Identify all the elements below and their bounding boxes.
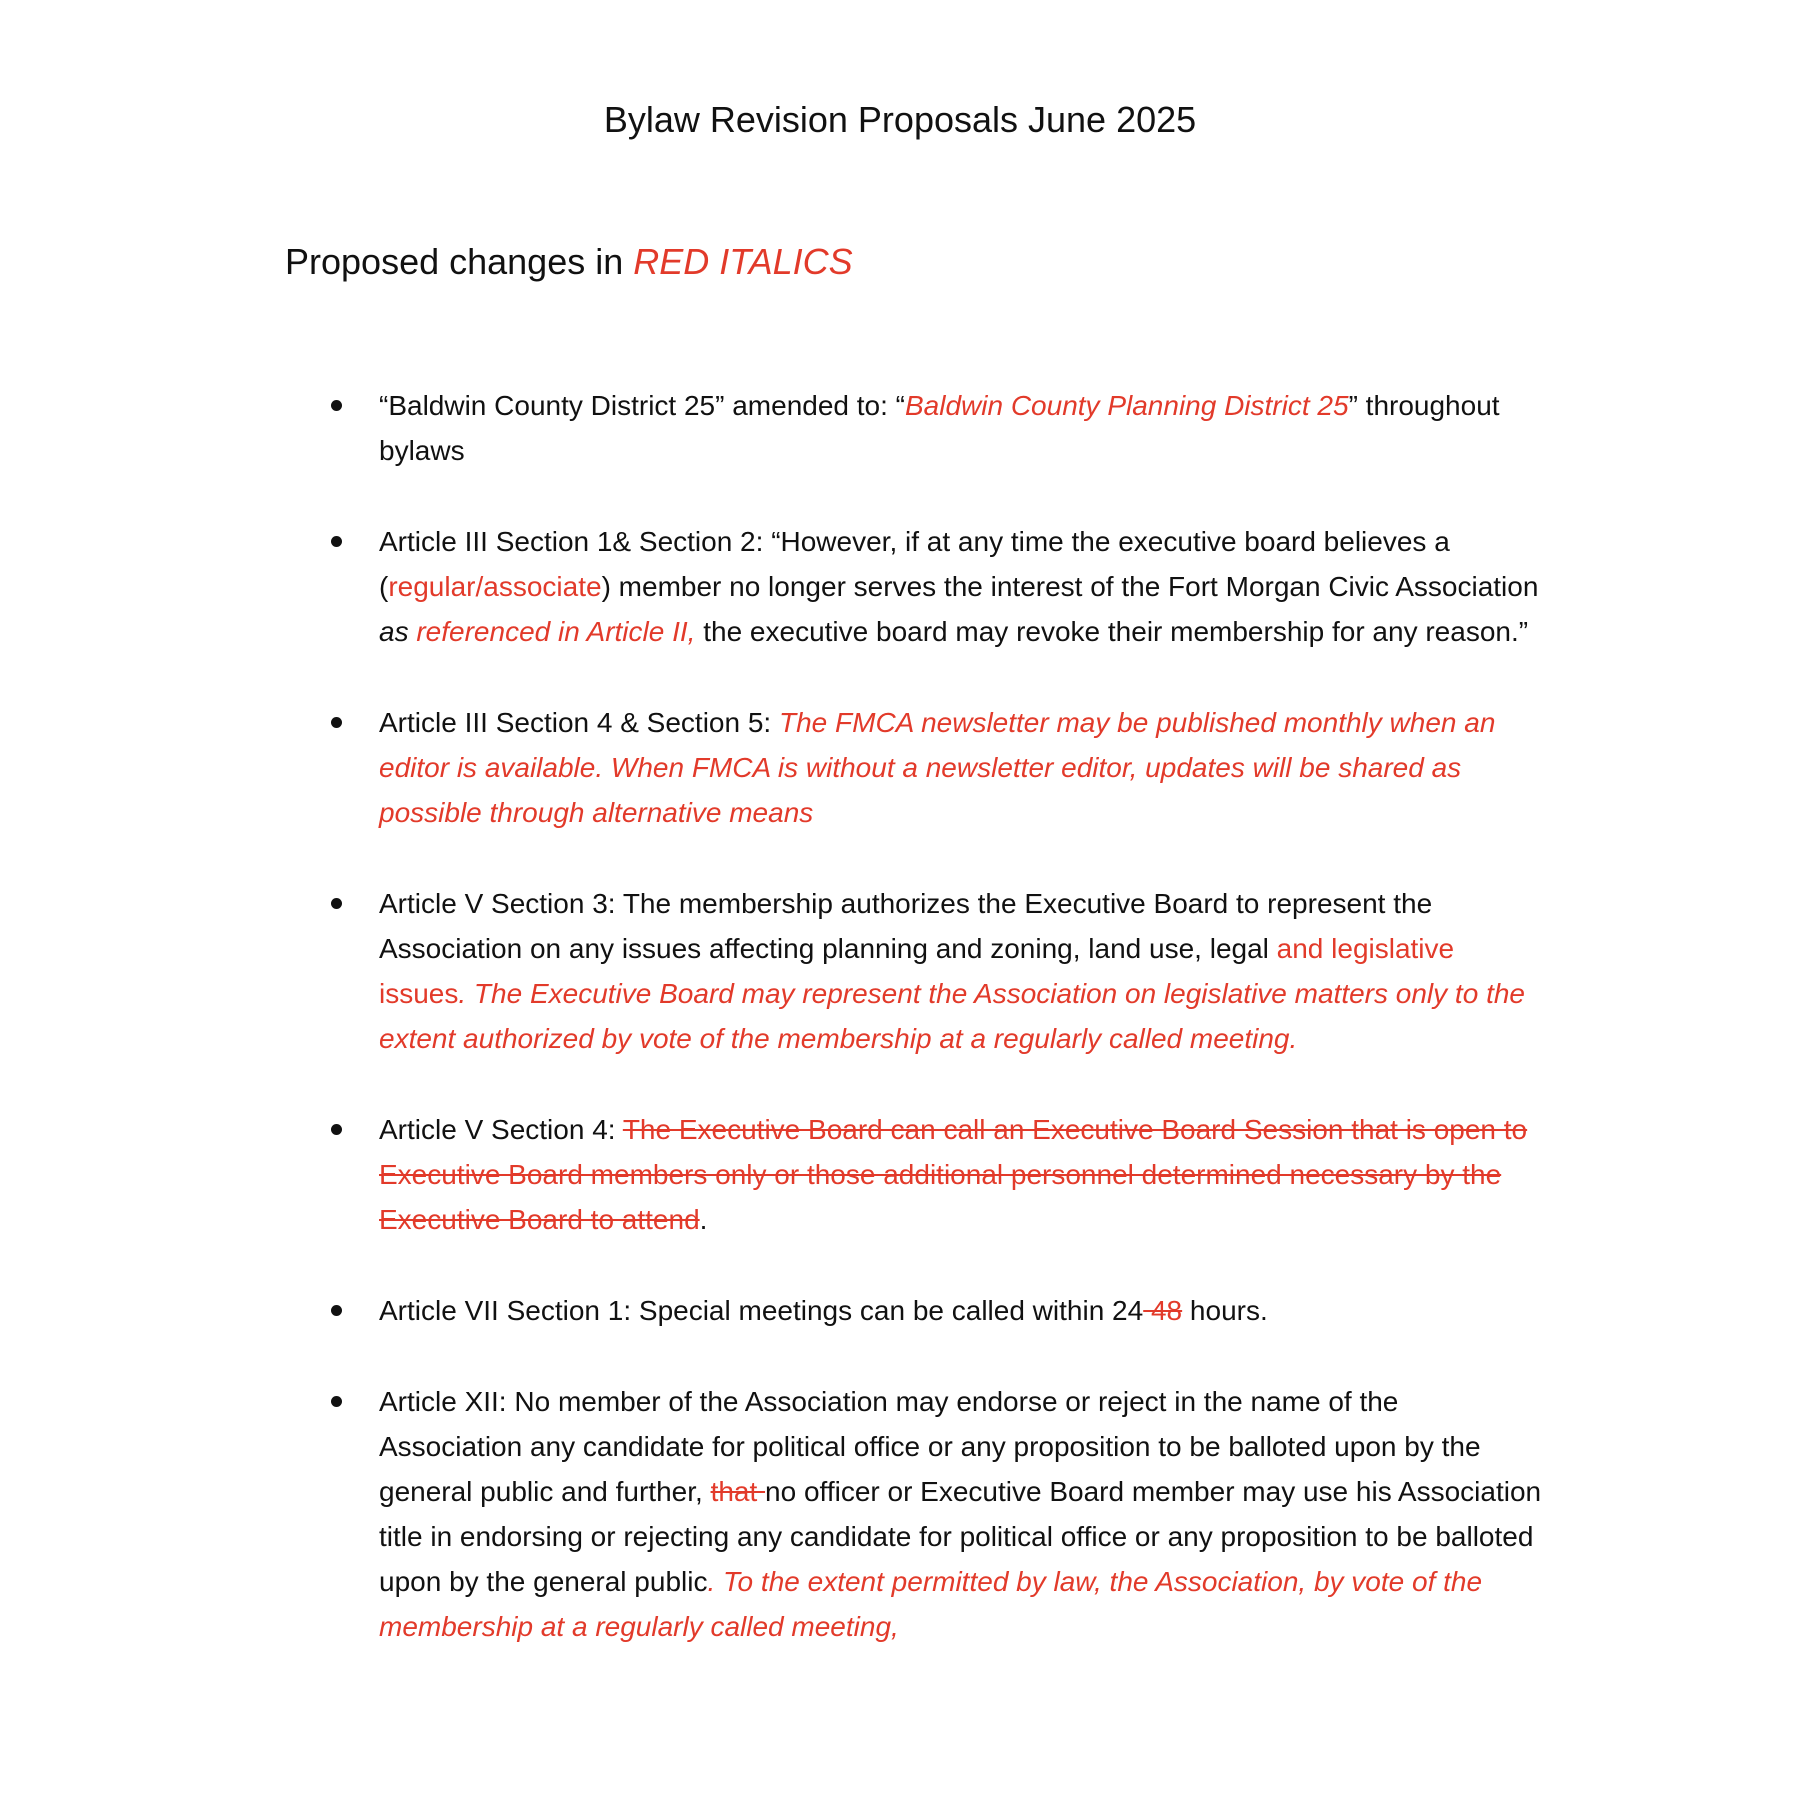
subtitle-prefix: Proposed changes in — [285, 241, 634, 282]
bullet-icon — [331, 1305, 342, 1316]
item-text: Article V Section 3: The membership authorizes the Executive Board to represent the Association on any issues affecting planning and zoning, land use, legal — [379, 888, 1433, 964]
bullet-icon — [331, 1124, 342, 1135]
item-change: regular/associate — [388, 571, 602, 602]
item-text: Article III Section 1& Section 2: “However, if at any time the executive board believes a ( — [379, 526, 1450, 602]
item-text: “Baldwin County District 25” amended to: “ — [379, 390, 905, 421]
list-item — [285, 1288, 1545, 1333]
subtitle-highlight: RED ITALICS — [633, 241, 853, 282]
item-text: Article III Section 4 & Section 5: — [379, 707, 779, 738]
item-text: ” throughout bylaws — [379, 390, 1500, 466]
item-text: Article VII Section 1: Special meetings can be called within 24 — [379, 1295, 1144, 1326]
list-item — [285, 700, 1545, 835]
item-change: . The Executive Board may represent the Association on legislative matters only to the extent authorized by vote of the membership at a regularly called meeting. — [379, 978, 1525, 1054]
item-deletion: The Executive Board can call an Executive Board Session that is open to Executive Board members only or those additional personnel determined necessary by the Executive Board to attend — [379, 1114, 1528, 1235]
proposal-list — [285, 383, 1545, 1695]
item-text: . — [699, 1204, 708, 1235]
list-item — [285, 881, 1545, 1061]
item-change: referenced in Article II, — [408, 616, 696, 647]
bullet-icon — [331, 1396, 342, 1407]
item-text: the executive board may revoke their membership for any reason.” — [695, 616, 1529, 647]
item-change: Baldwin County Planning District 25 — [905, 390, 1349, 421]
item-text: no officer or Executive Board member may use his Association title in endorsing or rejecting any candidate for political office or any proposition to be balloted upon by the general public — [379, 1476, 1542, 1597]
item-text: Article XII: No member of the Association may endorse or reject in the name of the Association any candidate for political office or any proposition to be balloted upon by the general public and further, — [379, 1386, 1481, 1507]
document-subtitle — [285, 238, 853, 286]
document-title: Bylaw Revision Proposals June 2025 — [603, 99, 1197, 140]
bullet-icon — [331, 536, 342, 547]
bullet-icon — [331, 400, 342, 411]
list-item — [285, 1379, 1545, 1649]
item-change: The FMCA newsletter may be published monthly when an editor is available. When FMCA is without a newsletter editor, updates will be shared as possible through alternative means — [379, 707, 1496, 828]
bullet-icon — [331, 898, 342, 909]
item-text: as — [379, 616, 409, 647]
bullet-icon — [331, 717, 342, 728]
list-item — [285, 519, 1545, 654]
item-text: ) member no longer serves the interest of the Fort Morgan Civic Association — [601, 571, 1539, 602]
item-deletion: that — [710, 1476, 766, 1507]
item-change: . To the extent permitted by law, the Association, by vote of the membership at a regularly called meeting, — [379, 1566, 1483, 1642]
item-text: Article V Section 4: — [379, 1114, 623, 1145]
item-change: and legislative issues — [379, 933, 1455, 1009]
list-item — [285, 1107, 1545, 1242]
item-text: hours. — [1182, 1295, 1268, 1326]
item-deletion: 48 — [1143, 1295, 1183, 1326]
list-item — [285, 383, 1545, 473]
